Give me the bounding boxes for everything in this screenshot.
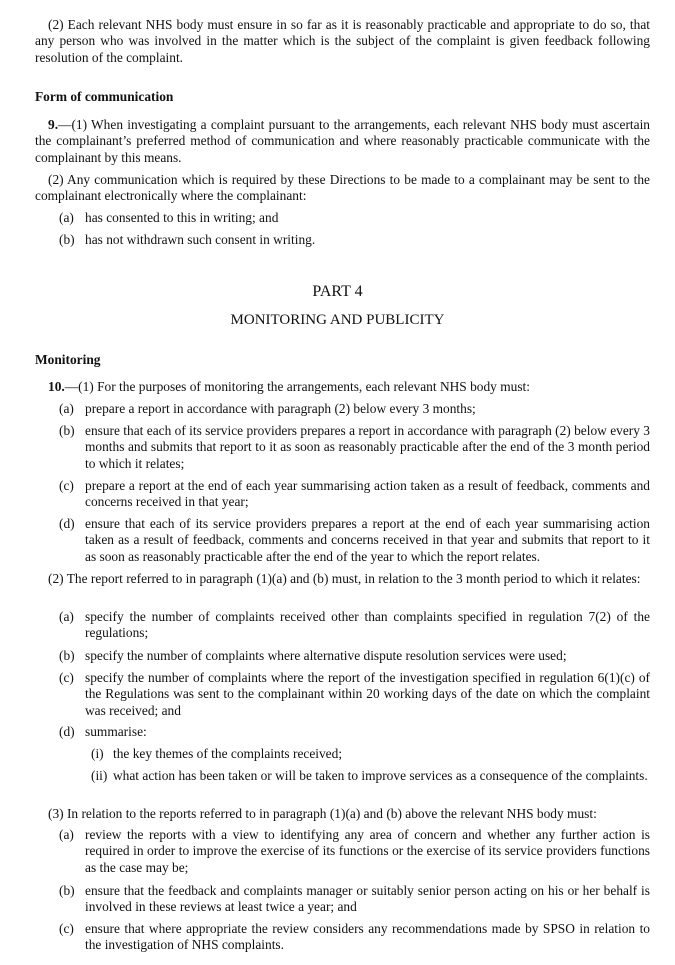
item-label: (c) <box>59 478 74 493</box>
regulation-number: 9. <box>48 117 59 132</box>
part-title: MONITORING AND PUBLICITY <box>230 312 445 328</box>
item-text: specify the number of complaints where the report of the investigation specified in regulation 6(1)(c) of the Regulations was sent to the complainant within 20 working days of the date on which the complaint was received; and <box>85 670 650 718</box>
part-number: PART 4 <box>312 283 363 300</box>
item-label: (b) <box>59 883 75 898</box>
paragraph-10-2: (2) The report referred to in paragraph (1)(a) and (b) must, in relation to the 3 month period to which it relates: <box>48 571 641 586</box>
paragraph-10-3: (3) In relation to the reports referred to in paragraph (1)(a) and (b) above the relevant NHS body must: <box>48 806 597 821</box>
paragraph-9-2: (2) Any communication which is required by these Directions to be made to a complainant may be sent to the complainant electronically where the complainant: <box>35 172 650 204</box>
subitem-text: the key themes of the complaints received; <box>113 746 343 761</box>
item-label: (c) <box>59 921 74 936</box>
item-text: ensure that the feedback and complaints manager or suitably senior person acting on his or her behalf is involved in these reviews at least twice a year; and <box>85 883 650 915</box>
subitem-text: what action has been taken or will be taken to improve services as a consequence of the complaints. <box>113 768 648 783</box>
item-label: (d) <box>59 516 75 531</box>
item-text: ensure that each of its service providers prepares a report in accordance with paragraph (2) below every 3 months and submits that report to it as soon as reasonably practicable after the end of the 3 month period to which it relates; <box>85 423 650 471</box>
item-text: specify the number of complaints where alternative dispute resolution services were used; <box>85 648 567 663</box>
item-text: ensure that where appropriate the review considers any recommendations made by SPSO in relation to the investigation of NHS complaints. <box>85 921 650 953</box>
item-text: summarise: <box>85 724 147 739</box>
item-text: prepare a report in accordance with paragraph (2) below every 3 months; <box>85 401 476 416</box>
item-label: (b) <box>59 232 75 247</box>
item-label: (c) <box>59 670 74 685</box>
item-label: (a) <box>59 609 74 624</box>
item-label: (a) <box>59 401 74 416</box>
item-label: (b) <box>59 423 75 438</box>
paragraph-text: —(1) For the purposes of monitoring the arrangements, each relevant NHS body must: <box>64 379 530 394</box>
subitem-label: (i) <box>91 746 104 761</box>
item-label: (a) <box>59 827 74 842</box>
item-text: specify the number of complaints received other than complaints specified in regulation 7(2) of the regulations; <box>85 609 650 641</box>
paragraph-10-1 <box>35 379 650 395</box>
paragraph-9-1 <box>35 117 650 166</box>
subitem-label: (ii) <box>91 768 108 783</box>
item-text: prepare a report at the end of each year summarising action taken as a result of feedback, comments and concerns received in that year; <box>85 478 650 510</box>
item-text: has consented to this in writing; and <box>85 210 279 225</box>
item-label: (b) <box>59 648 75 663</box>
heading-form-of-communication: Form of communication <box>35 89 174 104</box>
item-text: ensure that each of its service providers prepares a report at the end of each year summarising action taken as a result of feedback, comments and concerns received in that year and submits that report to it as soon as reasonably practicable after the end of the year to which the report relates. <box>85 516 650 564</box>
paragraph-8-2: (2) Each relevant NHS body must ensure in so far as it is reasonably practicable and appropriate to do so, that any person who was involved in the matter which is the subject of the complaint is given feedback following resolution of the complaint. <box>35 17 650 65</box>
item-label: (d) <box>59 724 75 739</box>
item-text: review the reports with a view to identifying any area of concern and whether any further action is required in order to improve the exercise of its functions or the exercise of its service providers functions as the case may be; <box>85 827 650 875</box>
paragraph-text: —(1) When investigating a complaint pursuant to the arrangements, each relevant NHS body must ascertain the complainant’s preferred method of communication and where reasonably practicable communicate with the complainant by this means. <box>35 117 650 165</box>
item-text: has not withdrawn such consent in writing. <box>85 232 316 247</box>
item-label: (a) <box>59 210 74 225</box>
regulation-number: 10. <box>48 379 65 394</box>
heading-monitoring: Monitoring <box>35 352 101 367</box>
